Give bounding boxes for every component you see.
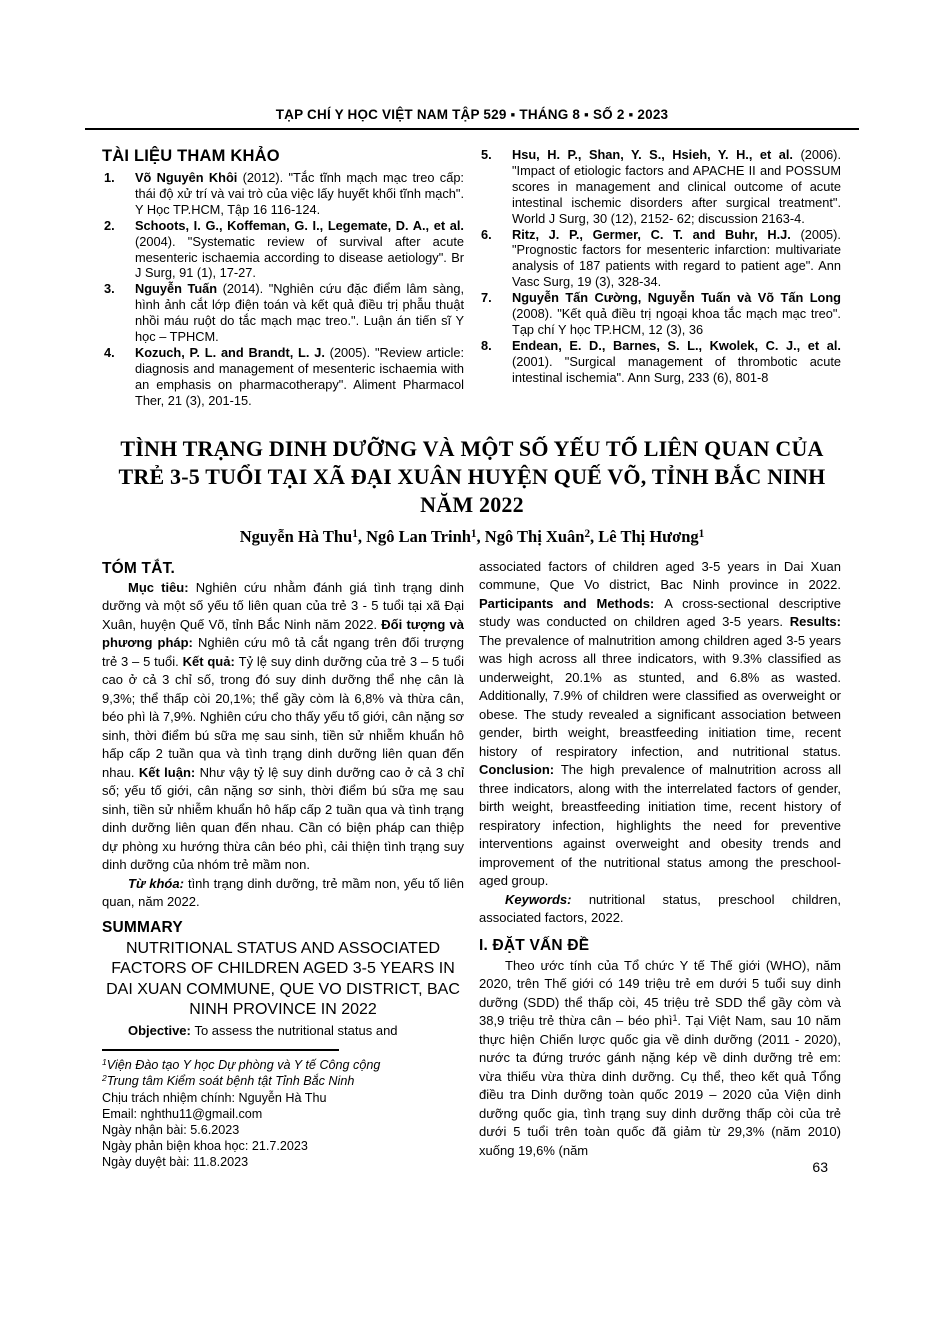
reference-number: 1. [104, 170, 115, 185]
introduction-paragraph: Theo ước tính của Tổ chức Y tế Thế giới (WHO), năm 2020, trên Thế giới có 149 triệu trẻ em dưới 5 tuổi suy dinh dưỡng (SDD) thể thấp còi, 45 triệu trẻ SDD thể gầy còm và 38,9 triệu trẻ thừa cân – béo phì$^1$. Tại Việt Nam, sau 10 năm thực hiện Chiến lược quốc gia về dinh dưỡng (2011 - 2020), nước ta đứng trước gánh nặng kép về dinh dưỡng trẻ em: vừa thiếu vừa thừa dinh dưỡng. Cụ thể, theo kết quả Tổng điều tra Dinh dưỡng toàn quốc 2019 – 2020 của Viện dinh dưỡng quốc gia, tình trạng suy dinh dưỡng thấp còi của trẻ dưới 5 tuổi trên toàn quốc đã giảm từ 29,3% (năm 2010) xuống 19,6% (năm [479, 957, 841, 1158]
abstract-heading: TÓM TẮT. [102, 559, 176, 577]
article-title-line1: TÌNH TRẠNG DINH DƯỠNG VÀ MỘT SỐ YẾU TỐ LIÊN QUAN CỦA [120, 435, 824, 461]
reference-number: 5. [481, 147, 492, 162]
references-column-right [479, 145, 841, 409]
article-title-line2: TRẺ 3-5 TUỔI TẠI XÃ ĐẠI XUÂN HUYỆN QUẾ VÕ, TỈNH BẮC NINH NĂM 2022 [118, 463, 826, 517]
reference-number: 3. [104, 281, 115, 297]
reference-item [102, 281, 464, 345]
reference-number: 7. [481, 290, 492, 306]
footnotes [102, 1049, 464, 1170]
references-heading: TÀI LIỆU THAM KHẢO [102, 147, 280, 165]
introduction-heading: I. ĐẶT VẤN ĐỀ [479, 936, 590, 954]
reference-text: Ritz, J. P., Germer, C. T. and Buhr, H.J. (2005). "Prognostic factors for mesenteric infarction: multivariate analysis of 187 patients with regard to patient age". Ann Vasc Surg, 19 (3), 328-34. [512, 226, 841, 290]
reference-text: Võ Nguyên Khôi (2012). "Tắc tĩnh mạch mạc treo cấp: thái độ xử trí và vai trò của việc lấy huyết khối tĩnh mạch". Y Học TP.HCM, Tập 16 116-124. [135, 170, 464, 217]
journal-header-title: TẠP CHÍ Y HỌC VIỆT NAM TẬP 529 ▪ THÁNG 8 ▪ SỐ 2 ▪ 2023 [275, 107, 669, 122]
references-section [102, 145, 842, 409]
reference-text: Hsu, H. P., Shan, Y. S., Hsieh, Y. H., et al. (2006). "Impact of etiologic factors and APACHE II and POSSUM scores in management and clinical outcome of acute intestinal ischemic disorders after surgical treatment". World J Surg, 30 (12), 2152- 62; discussion 2163-4. [512, 147, 842, 226]
footnote-affiliation-1: $^1$Viện Đào tạo Y học Dự phòng và Y tế Công cộng [102, 1057, 381, 1073]
body-column-left [102, 558, 464, 1171]
reference-text: Nguyễn Tấn Cường, Nguyễn Tuấn và Võ Tấn Long (2008). "Kết quả điều trị ngoại khoa tắc mạch mạc treo". Tạp chí Y học TP.HCM, 12 (3), 36 [512, 290, 841, 337]
running-header [102, 106, 842, 130]
reference-item [102, 345, 464, 409]
reference-item [479, 147, 841, 227]
summary-heading: SUMMARY [102, 918, 183, 936]
reference-item [479, 338, 841, 386]
reference-text: Endean, E. D., Barnes, S. L., Kwolek, C. J., et al. (2001). "Surgical management of thrombotic acute intestinal ischemia". Ann Surg, 233 (6), 801-8 [512, 337, 841, 385]
reference-number: 6. [481, 226, 492, 242]
footnote-accepted-date: Ngày duyệt bài: 11.8.2023 [102, 1155, 249, 1170]
page-number: 63 [812, 1159, 828, 1175]
reference-number: 8. [481, 337, 492, 353]
summary-objective: Objective: To assess the nutritional status and [128, 1022, 398, 1038]
article-authors: Nguyễn Hà Thu$^1$, Ngô Lan Trinh$^1$, Ngô Thị Xuân$^2$, Lê Thị Hương$^1$ [239, 526, 705, 546]
reference-text: Kozuch, P. L. and Brandt, L. J. (2005). "Review article: diagnosis and management of mesenteric ischaemia with an emphasis on pharmacotherapy". Aliment Pharmacol Ther, 21 (3), 201-15. [135, 344, 464, 408]
footnote-affiliation-2: $^2$Trung tâm Kiểm soát bệnh tật Tỉnh Bắc Ninh [102, 1073, 355, 1089]
reference-item [102, 218, 464, 282]
footnote-review-date: Ngày phản biện khoa học: 21.7.2023 [102, 1139, 308, 1154]
footnote-separator [102, 1049, 339, 1051]
reference-item [102, 170, 464, 218]
footnote-email: Email: nghthu11@gmail.com [102, 1106, 263, 1121]
summary-continuation-paragraph: associated factors of children aged 3-5 years in Dai Xuan commune, Que Vo district, Bac Ninh province in 2022. Participants and Methods: A cross-sectional descriptive study was conducted on children aged 3-5 years. Results: The prevalence of malnutrition among children aged 3-5 years was high across all three indicators, with 9.3% classified as underweight, 20.1% as stunted, and 6.8% as wasted. Additionally, 7.9% of children were classified as overweight or obese. The study revealed a significant association between gender, birth weight, breastfeeding initiation time, recent history of respiratory infection, and nutritional status. Conclusion: The high prevalence of malnutrition across all three indicators, along with the interrelated factors of gender, birth weight, breastfeeding initiation time, recent history of respiratory infection, highlights the need for preventive interventions against overweight and obesity trends and improvement of the nutritional status among the preschool-aged group. [479, 558, 841, 889]
page-content [102, 106, 842, 1171]
references-column-left [102, 145, 464, 409]
summary-keywords: Keywords: nutritional status, preschool children, associated factors, 2022. [479, 891, 841, 926]
reference-number: 4. [104, 344, 115, 360]
abstract-paragraph: Mục tiêu: Nghiên cứu nhằm đánh giá tình trạng dinh dưỡng và một số yếu tố liên quan của trẻ 3 - 5 tuổi tại xã Đại Xuân, huyện Quế Võ, tỉnh Bắc Ninh năm 2022. Đối tượng và phương pháp: Nghiên cứu mô tả cắt ngang trên đối trượng trẻ 3 – 5 tuổi. Kết quả: Tỷ lệ suy dinh dưỡng của trẻ 3 – 5 tuổi cao ở cả 3 chỉ số, trong đó suy dinh dưỡng thể nhẹ cân là 9,3%; thể thấp còi 20,1%; thể gầy còm là 6,8% và thừa cân, béo phì là 7,9%. Nghiên cứu cho thấy yếu tố giới, cân nặng sơ sinh, thời điểm bú sữa mẹ sau sinh, tiền sử nhiễm khuẩn hô hấp cấp 2 tuần qua và tình trạng dinh dưỡng liên quan đến nhau. Kết luận: Như vậy tỷ lệ suy dinh dưỡng cao ở cả 3 chỉ số; yếu tố giới, cân nặng sơ sinh, thời điểm bú sữa mẹ sau sinh, tiền sử nhiễm khuẩn hô hấp cấp 2 tuần qua và tình trạng dinh dưỡng liên quan đến nhau. Cần có biện pháp can thiệp dự phòng xu hướng thừa cân béo phì, cải thiện tình trạng suy dinh dưỡng của nhóm trẻ mầm non. [102, 579, 464, 873]
reference-list-right [479, 147, 841, 386]
reference-item [479, 227, 841, 291]
reference-text: Schoots, I. G., Koffeman, G. I., Legemate, D. A., et al. (2004). "Systematic review of survival after acute mesenteric ischaemia according to disease aetiology". Br J Surg, 91 (1), 17-27. [135, 217, 464, 281]
reference-text: Nguyễn Tuấn (2014). "Nghiên cứu đặc điểm lâm sàng, hình ảnh cắt lớp điện toán và kết quả điều trị phẫu thuật nhồi máu ruột do tắc mạch mạc treo.". Luận án tiến sĩ Y học – TPHCM. [135, 281, 465, 345]
header-rule [85, 128, 859, 130]
body-column-right [479, 558, 841, 1171]
reference-number: 2. [104, 217, 115, 233]
footnote-received-date: Ngày nhận bài: 5.6.2023 [102, 1122, 240, 1137]
article-title [102, 435, 842, 519]
reference-list-left [102, 170, 464, 409]
abstract-keywords: Từ khóa: tình trạng dinh dưỡng, trẻ mầm non, yếu tố liên quan, năm 2022. [102, 875, 465, 910]
article-body [102, 558, 842, 1171]
summary-title: NUTRITIONAL STATUS AND ASSOCIATED FACTORS OF CHILDREN AGED 3-5 YEARS IN DAI XUAN COMMUNE, QUE VO DISTRICT, BAC NINH PROVINCE IN 2022 [106, 939, 460, 1019]
reference-item [479, 290, 841, 338]
footnote-corresponding-author: Chịu trách nhiệm chính: Nguyễn Hà Thu [102, 1090, 327, 1105]
